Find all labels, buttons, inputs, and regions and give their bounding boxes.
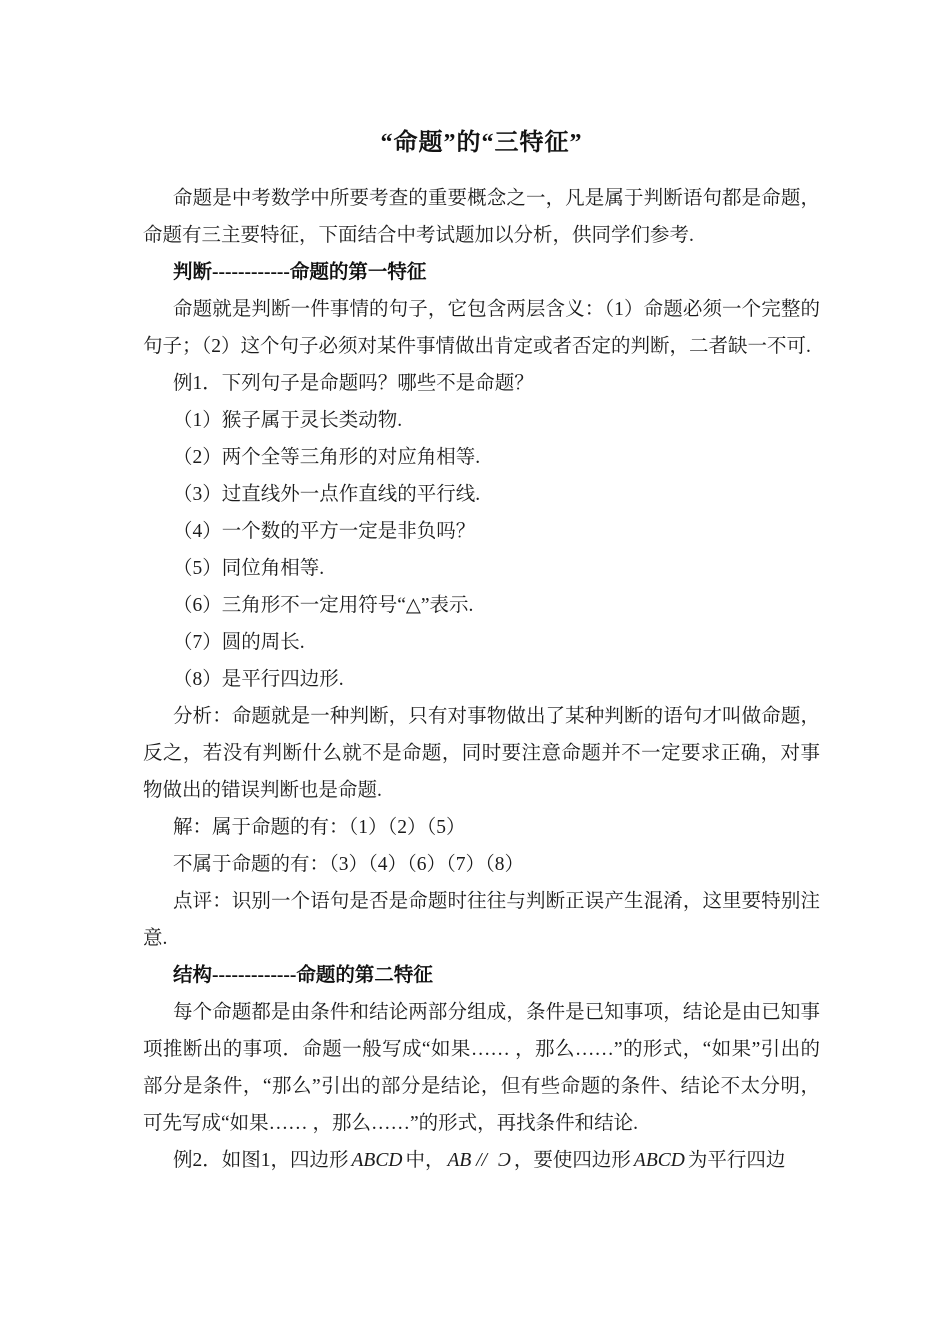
section-heading-first-feature: 判断------------命题的第一特征	[173, 262, 427, 283]
math-ab-parallel: AB //	[447, 1150, 487, 1171]
example2-lead-text: 例2．如图1，四边形	[173, 1150, 349, 1171]
solution-paragraph: 解：属于命题的有：（1）（2）（5）	[173, 817, 466, 838]
list-item-3: （3）过直线外一点作直线的平行线.	[173, 484, 481, 505]
example1-lead: 例1．下列句子是命题吗？哪些不是命题？	[173, 373, 534, 394]
example2-text-1: 中，	[405, 1150, 445, 1171]
list-item-8: （8）是平行四边形.	[173, 669, 344, 690]
example2-paragraph	[143, 1142, 820, 1179]
list-item-5: （5）同位角相等.	[173, 558, 325, 579]
list-item-2: （2）两个全等三角形的对应角相等.	[173, 447, 481, 468]
solution-paragraph-2: 不属于命题的有：（3）（4）（6）（7）（8）	[173, 854, 525, 875]
comment-paragraph: 点评：识别一个语句是否是命题时往往与判断正误产生混淆，这里要特别注意.	[143, 891, 820, 949]
math-abcd-2: ABCD	[633, 1150, 685, 1171]
intro-paragraph: 命题是中考数学中所要考查的重要概念之一，凡是属于判断语句都是命题，命题有三主要特征，下面结合中考试题加以分析，供同学们参考.	[143, 188, 820, 246]
list-item-6: （6）三角形不一定用符号“△”表示.	[173, 595, 474, 616]
list-item-7: （7）圆的周长.	[173, 632, 305, 653]
example2-text-3: 为平行四边	[687, 1150, 786, 1171]
list-item-1: （1）猴子属于灵长类动物.	[173, 410, 403, 431]
analysis-paragraph: 分析：命题就是一种判断，只有对事物做出了某种判断的语句才叫做命题，反之，若没有判断什么就不是命题，同时要注意命题并不一定要求正确，对事物做出的错误判断也是命题.	[143, 706, 820, 801]
definition-paragraph: 命题就是判断一件事情的句子，它包含两层含义：（1）命题必须一个完整的句子；（2）这个句子必须对某件事情做出肯定或者否定的判断，二者缺一不可.	[143, 299, 820, 357]
document-title: “命题”的“三特征”	[380, 130, 583, 156]
math-partial-d-glyph: Ɔ	[497, 1150, 511, 1171]
math-abcd-1: ABCD	[351, 1150, 403, 1171]
section-heading-second-feature: 结构-------------命题的第二特征	[173, 965, 433, 986]
example2-text-2: ，要使四边形	[513, 1150, 631, 1171]
structure-paragraph: 每个命题都是由条件和结论两部分组成，条件是已知事项，结论是由已知事项推断出的事项．命题一般写成“如果…… ，那么……”的形式，“如果”引出的部分是条件，“那么”引出的部分是结论，但有些命题的条件、结论不太分明，可先写成“如果…… ，那么……”的形式，再找条件和结论.	[143, 1002, 820, 1134]
list-item-4: （4）一个数的平方一定是非负吗？	[173, 521, 476, 542]
